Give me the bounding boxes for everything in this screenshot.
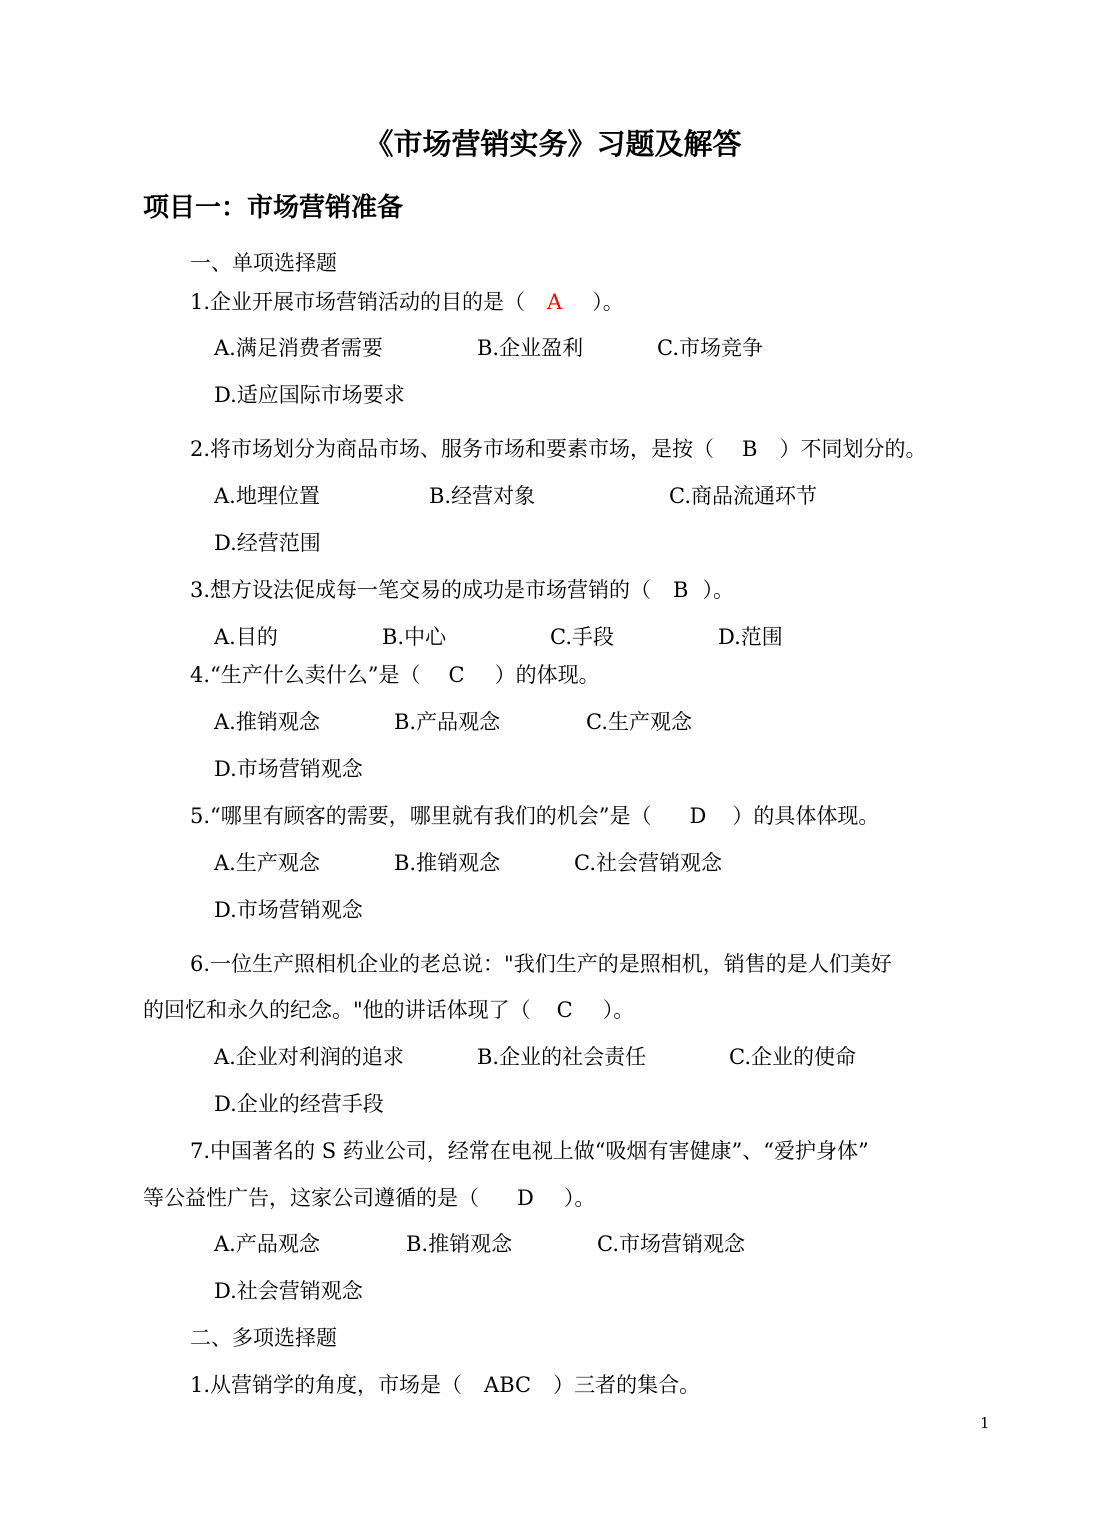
option-b: B.经营对象 (429, 484, 536, 508)
question-1 (190, 287, 624, 317)
question-6-line-2 (143, 995, 634, 1025)
option-d: D.企业的经营手段 (214, 1092, 384, 1116)
question-stem-end: ）。 (702, 578, 734, 602)
section-heading-single-choice: 一、单项选择题 (190, 251, 337, 275)
option-d: D.市场营销观念 (214, 898, 363, 922)
question-stem: 5.“哪里有顾客的需要，哪里就有我们的机会”是（ (190, 804, 652, 828)
question-stem-end: ）。 (563, 1186, 596, 1210)
answer: B (742, 437, 758, 461)
question-4 (190, 660, 600, 690)
answer: B (673, 578, 689, 602)
option-b: B.企业盈利 (477, 336, 584, 360)
option-b: B.中心 (382, 625, 447, 649)
question-stem: 等公益性广告，这家公司遵循的是（ (143, 1186, 479, 1210)
option-c: C.商品流通环节 (669, 484, 817, 508)
option-c: C.生产观念 (586, 710, 692, 734)
document-title: 《市场营销实务》习题及解答 (364, 127, 742, 161)
option-c: C.市场营销观念 (597, 1232, 745, 1256)
answer: A (547, 290, 563, 314)
question-stem: 1.从营销学的角度，市场是（ (190, 1373, 463, 1397)
option-b: B.产品观念 (394, 710, 501, 734)
option-c: C.手段 (550, 625, 614, 649)
answer: C (448, 663, 465, 687)
option-a: A.目的 (214, 625, 278, 649)
question-stem-end: ）。 (592, 290, 624, 314)
option-c: C.企业的使命 (729, 1045, 856, 1069)
answer: D (689, 804, 707, 828)
option-a: A.生产观念 (214, 851, 320, 875)
question-stem: 的回忆和永久的纪念。"他的讲话体现了（ (143, 998, 531, 1022)
question-5 (190, 801, 879, 831)
question-stem: 2.将市场划分为商品市场、服务市场和要素市场，是按（ (190, 437, 715, 461)
question-stem-end: ）的体现。 (494, 663, 600, 687)
question-7-line-2 (143, 1183, 595, 1213)
question-stem-end: ）三者的集合。 (553, 1373, 701, 1397)
option-a: A.满足消费者需要 (214, 336, 383, 360)
question-stem: 3.想方设法促成每一笔交易的成功是市场营销的（ (190, 578, 652, 602)
question-2 (190, 434, 926, 464)
option-a: A.企业对利润的追求 (214, 1045, 404, 1069)
option-d: D.范围 (718, 625, 783, 649)
option-b: B.推销观念 (406, 1232, 513, 1256)
question-stem-end: ）的具体体现。 (732, 804, 880, 828)
question-7-line-1: 7.中国著名的 S 药业公司，经常在电视上做“吸烟有害健康”、“爱护身体” (190, 1139, 869, 1163)
option-d: D.社会营销观念 (214, 1279, 363, 1303)
question-stem: 1.企业开展市场营销活动的目的是（ (190, 290, 526, 314)
answer: D (517, 1186, 534, 1210)
option-d: D.适应国际市场要求 (214, 383, 405, 407)
multi-question-1 (190, 1370, 700, 1400)
option-a: A.产品观念 (214, 1232, 320, 1256)
option-c: C.市场竞争 (657, 336, 763, 360)
option-d: D.市场营销观念 (214, 757, 363, 781)
question-3 (190, 575, 734, 605)
option-d: D.经营范围 (214, 531, 321, 555)
option-b: B.推销观念 (394, 851, 501, 875)
answer: C (556, 998, 573, 1022)
answer: ABC (484, 1373, 532, 1397)
section-heading-multiple-choice: 二、多项选择题 (190, 1326, 337, 1350)
question-6-line-1: 6.一位生产照相机企业的老总说："我们生产的是照相机，销售的是人们美好 (190, 952, 892, 976)
option-c: C.社会营销观念 (574, 851, 722, 875)
option-a: A.推销观念 (214, 710, 320, 734)
question-stem-end: ）。 (602, 998, 635, 1022)
option-a: A.地理位置 (214, 484, 320, 508)
question-stem: 4.“生产什么卖什么”是（ (190, 663, 421, 687)
page-number: 1 (980, 1414, 990, 1432)
project-heading: 项目一：市场营销准备 (143, 193, 404, 223)
option-b: B.企业的社会责任 (477, 1045, 647, 1069)
question-stem-end: ）不同划分的。 (779, 437, 927, 461)
